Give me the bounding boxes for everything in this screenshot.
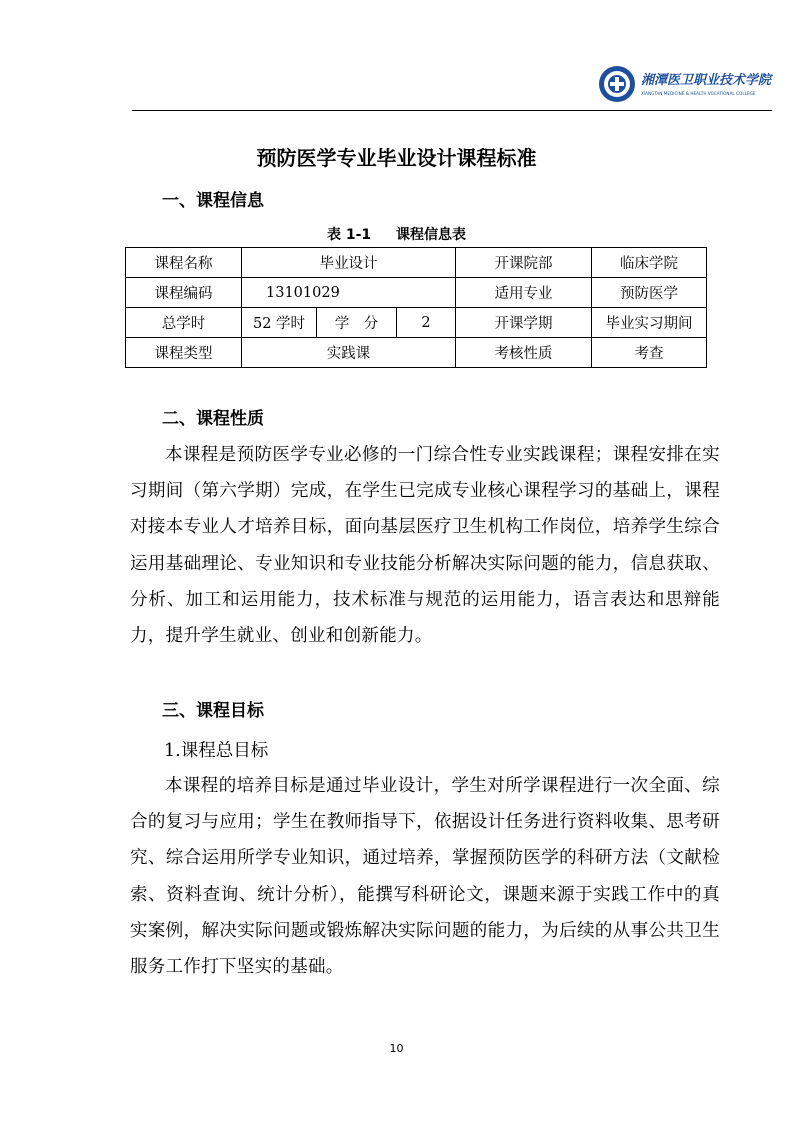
table-row <box>126 338 707 368</box>
section-heading-course-info: 一、课程信息 <box>162 191 264 211</box>
table-cell: 52 学时 <box>242 308 317 338</box>
table-caption-text: 课程信息表 <box>396 227 467 243</box>
table-cell: 适用专业 <box>456 278 592 308</box>
table-cell: 开课学期 <box>456 308 592 338</box>
table-cell: 2 <box>397 308 456 338</box>
table-cell: 学 分 <box>317 308 397 338</box>
table-row <box>126 278 707 308</box>
course-nature-paragraph: 本课程是预防医学专业必修的一门综合性专业实践课程；课程安排在实习期间（第六学期）完成，在学生已完成专业核心课程学习的基础上，课程对接本专业人才培养目标，面向基层医疗卫生机构工作岗位，培养学生综合运用基础理论、专业知识和专业技能分析解决实际问题的能力，信息获取、分析、加工和运用能力，技术标准与规范的运用能力，语言表达和思辩能力，提升学生就业、创业和创新能力。 <box>130 445 720 647</box>
section-heading-course-nature: 二、课程性质 <box>162 409 264 429</box>
table-cell: 总学时 <box>126 308 242 338</box>
table-cell: 13101029 <box>242 278 456 308</box>
table-row <box>126 308 707 338</box>
college-logo <box>597 62 777 106</box>
table-cell: 预防医学 <box>592 278 707 308</box>
table-cell: 毕业实习期间 <box>592 308 707 338</box>
goal-subheading: 1.课程总目标 <box>164 741 269 761</box>
table-cell: 开课院部 <box>456 248 592 278</box>
college-name-cn: 湘潭医卫职业技术学院 <box>641 73 772 88</box>
table-cell: 实践课 <box>242 338 456 368</box>
table-row <box>126 248 707 278</box>
table-cell: 毕业设计 <box>242 248 456 278</box>
table-cell: 考查 <box>592 338 707 368</box>
section-heading-course-goals: 三、课程目标 <box>162 701 264 721</box>
course-goals-paragraph: 本课程的培养目标是通过毕业设计，学生对所学课程进行一次全面、综合的复习与应用；学生在教师指导下，依据设计任务进行资料收集、思考研究、综合运用所学专业知识，通过培养，掌握预防医学的科研方法（文献检索、资料查询、统计分析），能撰写科研论文，课题来源于实践工作中的真实案例，解决实际问题或锻炼解决实际问题的能力，为后续的从事公共卫生服务工作打下坚实的基础。 <box>130 776 720 978</box>
table-cell: 课程名称 <box>126 248 242 278</box>
table-cell: 课程编码 <box>126 278 242 308</box>
course-info-table <box>125 247 707 368</box>
table-caption <box>0 224 793 244</box>
document-title: 预防医学专业毕业设计课程标准 <box>256 146 537 170</box>
header-rule <box>132 110 772 111</box>
table-cell: 临床学院 <box>592 248 707 278</box>
page-number: 10 <box>389 1042 404 1055</box>
table-cell: 课程类型 <box>126 338 242 368</box>
table-cell: 考核性质 <box>456 338 592 368</box>
college-name-en: XIANGTAN MEDICINE & HEALTH VOCATIONAL COLLEGE <box>641 91 756 96</box>
table-caption-number: 表 1-1 <box>326 227 372 243</box>
